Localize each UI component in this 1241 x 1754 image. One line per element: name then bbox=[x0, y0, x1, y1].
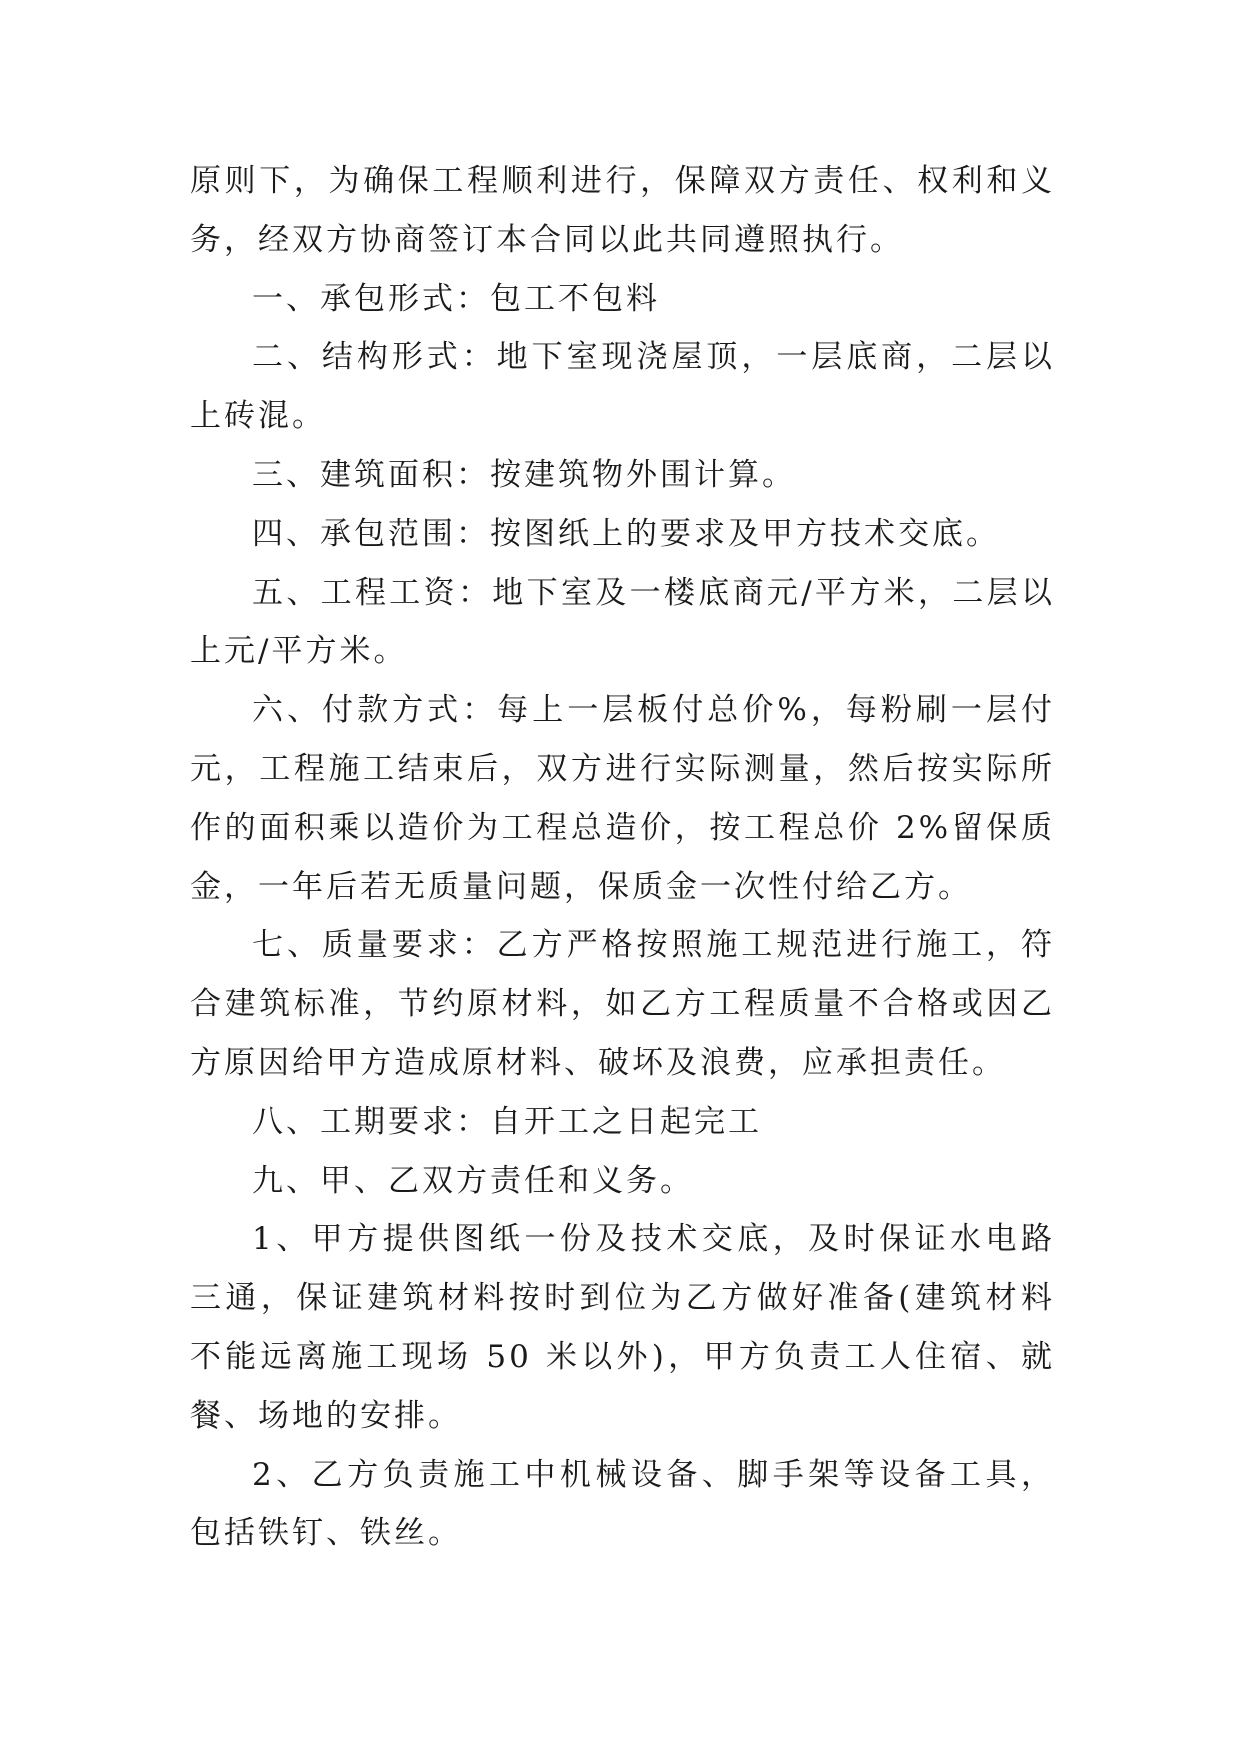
paragraph-contract-form: 一、承包形式：包工不包料 bbox=[252, 280, 660, 317]
paragraph-preamble: 原则下，为确保工程顺利进行，保障双方责任、权利和义务，经双方协商签订本合同以此共同遵照执行。 bbox=[190, 163, 1055, 258]
paragraph-schedule: 八、工期要求：自开工之日起完工 bbox=[252, 1103, 762, 1140]
paragraph-building-area: 三、建筑面积：按建筑物外围计算。 bbox=[252, 456, 796, 493]
paragraph-responsibilities-heading: 九、甲、乙双方责任和义务。 bbox=[252, 1162, 694, 1199]
paragraph-party-b-duties: 2、乙方负责施工中机械设备、脚手架等设备工具，包括铁钉、铁丝。 bbox=[190, 1456, 1055, 1552]
paragraph-payment-method: 六、付款方式：每上一层板付总价%，每粉刷一层付元，工程施工结束后，双方进行实际测量，然后按实际所作的面积乘以造价为工程总造价，按工程总价 2%留保质金，一年后若无质量问题，保质金一次性付给乙方。 bbox=[190, 692, 1055, 905]
document-body bbox=[190, 152, 1055, 1563]
paragraph-party-a-duties: 1、甲方提供图纸一份及技术交底，及时保证水电路三通，保证建筑材料按时到位为乙方做好准备(建筑材料不能远离施工现场 50 米以外)，甲方负责工人住宿、就餐、场地的安排。 bbox=[190, 1221, 1055, 1434]
paragraph-wages: 五、工程工资：地下室及一楼底商元/平方米，二层以上元/平方米。 bbox=[190, 574, 1055, 670]
paragraph-quality-requirements: 七、质量要求：乙方严格按照施工规范进行施工，符合建筑标准，节约原材料，如乙方工程质量不合格或因乙方原因给甲方造成原材料、破坏及浪费，应承担责任。 bbox=[190, 927, 1055, 1081]
paragraph-structure-form: 二、结构形式：地下室现浇屋顶，一层底商，二层以上砖混。 bbox=[190, 339, 1055, 435]
paragraph-contract-scope: 四、承包范围：按图纸上的要求及甲方技术交底。 bbox=[252, 515, 1000, 552]
